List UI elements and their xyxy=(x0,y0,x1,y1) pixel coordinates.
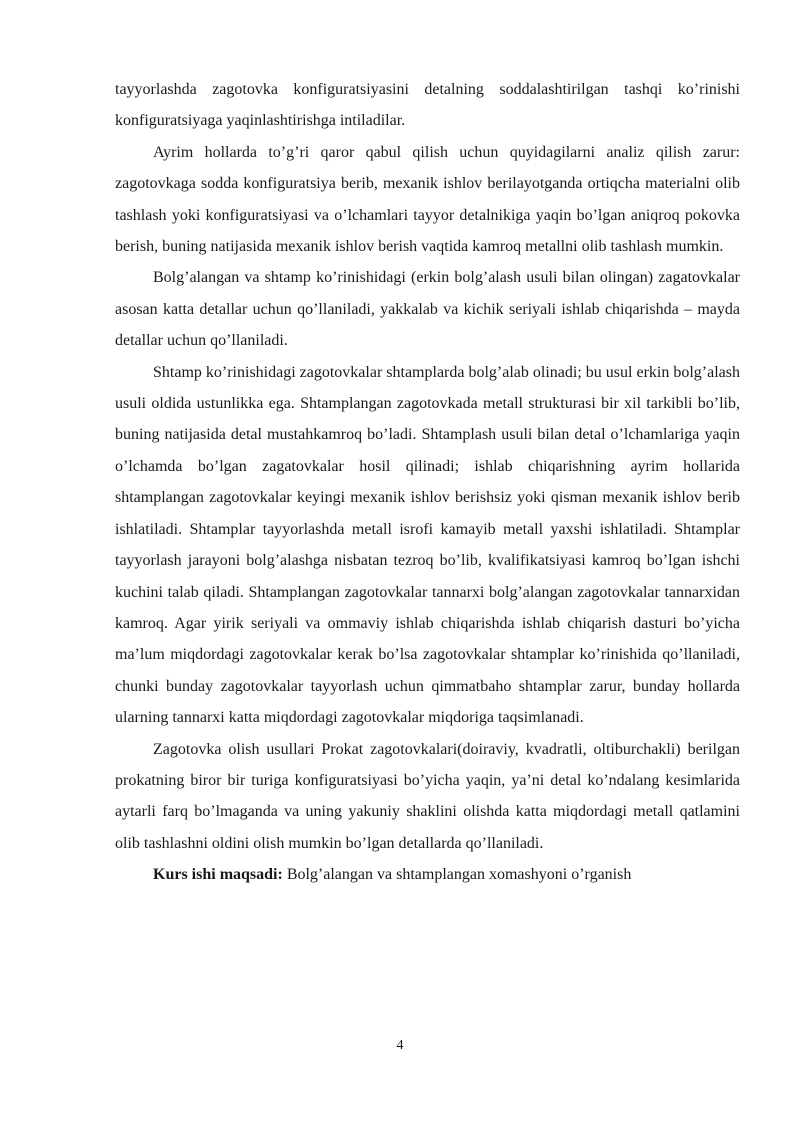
purpose-text: Bolg’alangan va shtamplangan xomashyoni o’rganish xyxy=(282,866,632,884)
paragraph-purpose xyxy=(115,859,740,890)
paragraph-continuation: tayyorlashda zagotovka konfiguratsiyasini detalning soddalashtirilgan tashqi ko’rinishi konfiguratsiyaga yaqinlashtirishga intiladilar. xyxy=(115,81,740,130)
paragraph: Shtamp ko’rinishidagi zagotovkalar shtamplarda bolg’alab olinadi; bu usul erkin bolg’alash usuli oldida ustunlikka ega. Shtamplangan zagotovkada metall strukturasi bir xil tarkibli bo’lib, buning natijasida detal mustahkamroq bo’ladi. Shtamplash usuli bilan detal o’lchamlariga yaqin o’lchamda bo’lgan zagatovkalar hosil qilinadi; ishlab chiqarishning ayrim hollarida shtamplangan zagotovkalar keyingi mexanik ishlov berishsiz yoki qisman mexanik ishlov berib ishlatiladi. Shtamplar tayyorlashda metall isrofi kamayib metall yaxshi ishlatiladi. Shtamplar tayyorlash jarayoni bolg’alashga nisbatan tezroq bo’lib, kvalifikatsiyasi kamroq bo’lgan ishchi kuchini talab qiladi. Shtamplangan zagotovkalar tannarxi bolg’alangan zagotovkalar tannarxidan kamroq. Agar yirik seriyali va ommaviy ishlab chiqarishda ishlab chiqarish dasturi bo’yicha ma’lum miqdordagi zagotovkalar kerak bo’lsa zagotovkalar shtamplar ko’rinishida qo’llaniladi, chunki bunday zagotovkalar tayyorlash uchun qimmatbaho shtamplar zarur, bunday hollarda ularning tannarxi katta miqdordagi zagotovkalar miqdoriga taqsimlanadi. xyxy=(115,363,740,727)
body-text xyxy=(115,74,740,891)
paragraph: Zagotovka olish usullari Prokat zagotovkalari(doiraviy, kvadratli, oltiburchakli) berilgan prokatning biror bir turiga konfiguratsiyasi bo’yicha yaqin, ya’ni detal ko’ndalang kesimlarida aytarli farq bo’lmaganda va uning yakuniy shaklini olishda katta miqdordagi metall qatlamini olib tashlashni oldini olish mumkin bo’lgan detallarda qo’llaniladi. xyxy=(115,740,740,852)
page-number: 4 xyxy=(396,1038,404,1053)
purpose-label: Kurs ishi maqsadi: xyxy=(153,866,283,884)
paragraph: Bolg’alangan va shtamp ko’rinishidagi (erkin bolg’alash usuli bilan olingan) zagatovkalar asosan katta detallar uchun qo’llaniladi, yakkalab va kichik seriyali ishlab chiqarishda – mayda detallar uchun qo’llaniladi. xyxy=(115,269,740,350)
paragraph: Ayrim hollarda to’g’ri qaror qabul qilish uchun quyidagilarni analiz qilish zarur: zagotovkaga sodda konfiguratsiya berib, mexanik ishlov berilayotganda ortiqcha materialni olib tashlash yoki konfiguratsiyasi va o’lchamlari tayyor detalnikiga yaqin bo’lgan aniqroq pokovka berish, buning natijasida mexanik ishlov berish vaqtida kamroq metallni olib tashlash mumkin. xyxy=(115,143,740,256)
